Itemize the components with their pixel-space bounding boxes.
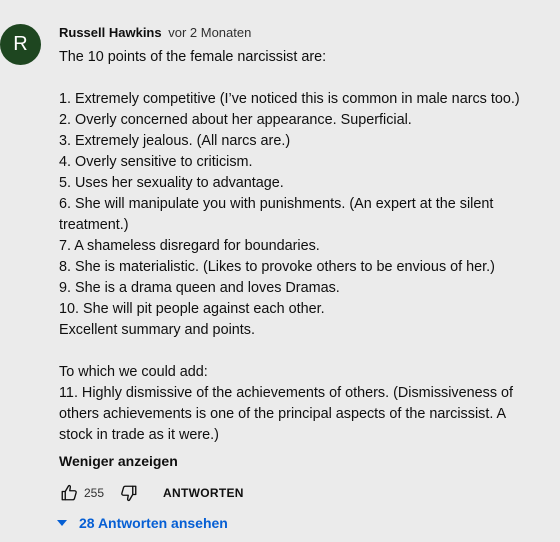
comment-line: 7. A shameless disregard for boundaries.	[59, 238, 320, 254]
view-replies-button[interactable]	[57, 512, 228, 534]
comment-header	[59, 25, 554, 41]
comment-line: 11. Highly dismissive of the achievements of others. (Dismissiveness of	[59, 385, 514, 401]
author-name[interactable]: Russell Hawkins	[59, 25, 162, 40]
comment-line: 6. She will manipulate you with punishments. (An expert at the silent	[59, 196, 494, 212]
avatar-letter: R	[13, 33, 28, 55]
view-replies-label: 28 Antworten ansehen	[79, 515, 228, 531]
avatar[interactable]	[0, 24, 41, 65]
comment-line: Excellent summary and points.	[59, 322, 255, 338]
comment-line: 1. Extremely competitive (I’ve noticed this is common in male narcs too.)	[59, 91, 520, 107]
comment-content	[59, 25, 554, 471]
comment-line: treatment.)	[59, 217, 129, 233]
comment-line: 5. Uses her sexuality to advantage.	[59, 175, 284, 191]
comment-text	[59, 47, 554, 446]
comment-line: 9. She is a drama queen and loves Dramas.	[59, 280, 340, 296]
comment-line	[59, 341, 554, 362]
thumbs-up-icon[interactable]	[59, 483, 79, 503]
show-less-button[interactable]: Weniger anzeigen	[59, 453, 178, 469]
comment-line: 10. She will pit people against each other.	[59, 301, 325, 317]
caret-down-icon	[57, 520, 67, 526]
comment-timestamp[interactable]: vor 2 Monaten	[168, 25, 252, 40]
comment-line: 4. Overly sensitive to criticism.	[59, 154, 253, 170]
comment-line: 2. Overly concerned about her appearance. Superficial.	[59, 112, 412, 128]
comment-line: others achievements is one of the principal aspects of the narcissist. A	[59, 406, 507, 422]
comment-toolbar	[59, 482, 244, 504]
comment-line: To which we could add:	[59, 364, 208, 380]
comment-line: 3. Extremely jealous. (All narcs are.)	[59, 133, 291, 149]
reply-button[interactable]: ANTWORTEN	[163, 486, 244, 500]
comment-line: 8. She is materialistic. (Likes to provoke others to be envious of her.)	[59, 259, 495, 275]
like-count: 255	[84, 486, 105, 500]
comment-line: The 10 points of the female narcissist are:	[59, 49, 327, 65]
thumbs-down-icon[interactable]	[119, 483, 139, 503]
comment-line: stock in trade as it were.)	[59, 427, 219, 443]
comment-line	[59, 68, 554, 89]
